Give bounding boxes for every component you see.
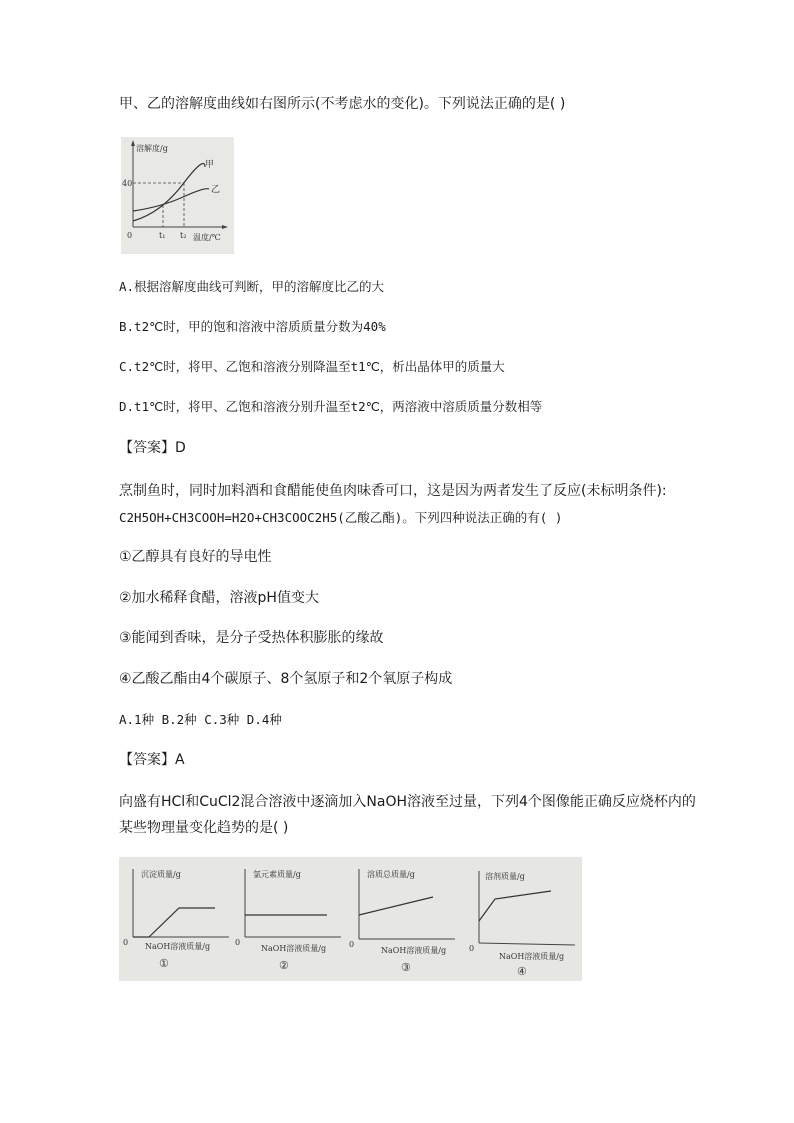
four-graphs-figure: [119, 857, 582, 981]
graph-2-origin: 0: [235, 938, 241, 947]
q2-stem-line2: C2H5OH+CH3COOH=H2O+CH3COOC2H5(乙酸乙酯)。下列四种说法正确的有( ): [119, 510, 563, 525]
answer-label: 【答案】: [119, 752, 175, 768]
q1-answer: [119, 438, 186, 458]
curve-jia-label: 甲: [205, 160, 215, 170]
graph-4-y-label: 溶剂质量/g: [485, 872, 525, 881]
q2-item-1: ①乙醇具有良好的导电性: [119, 549, 272, 565]
q1-option-a: A.根据溶解度曲线可判断，甲的溶解度比乙的大: [119, 279, 385, 294]
q2-item-3: ③能闻到香味，是分子受热体积膨胀的缘故: [119, 630, 384, 646]
q1-option-b: B.t2℃时，甲的饱和溶液中溶质质量分数为40%: [119, 319, 386, 334]
t1-label: t₁: [159, 231, 166, 240]
answer-value: D: [175, 440, 186, 456]
q2-choices: A.1种 B.2种 C.3种 D.4种: [119, 712, 282, 727]
graph-1-origin: 0: [123, 938, 129, 947]
y-tick-40: 40: [122, 179, 133, 188]
answer-label: 【答案】: [119, 440, 175, 456]
graph-2-y-label: 氯元素质量/g: [253, 870, 301, 879]
graph-2-x-label: NaOH溶液质量/g: [261, 944, 327, 953]
graph-3-number: ③: [401, 961, 411, 974]
q2-answer: [119, 750, 185, 770]
graph-4-origin: 0: [469, 944, 475, 953]
q2-stem-line1: 烹制鱼时，同时加料酒和食醋能使鱼肉味香可口，这是因为两者发生了反应(未标明条件):: [119, 483, 667, 499]
curve-yi-label: 乙: [211, 185, 221, 195]
y-axis-label: 溶解度/g: [136, 144, 168, 153]
q2-item-4: ④乙酸乙酯由4个碳原子、8个氢原子和2个氧原子构成: [119, 671, 453, 687]
t2-label: t₂: [180, 231, 187, 240]
graph-3-origin: 0: [349, 940, 355, 949]
q3-stem-line2: 某些物理量变化趋势的是( ): [119, 820, 289, 836]
graph-1-number: ①: [159, 957, 169, 970]
q2-item-2: ②加水稀释食醋，溶液pH值变大: [119, 590, 319, 606]
origin-label: 0: [127, 231, 133, 240]
graph-1-y-label: 沉淀质量/g: [141, 870, 181, 879]
graph-4-number: ④: [517, 965, 527, 978]
x-axis-label: 温度/℃: [193, 233, 221, 242]
q3-stem-line1: 向盛有HCl和CuCl2混合溶液中逐滴加入NaOH溶液至过量，下列4个图像能正确反应烧杯内的: [119, 794, 696, 810]
answer-value: A: [175, 752, 185, 768]
q1-option-d: D.t1℃时，将甲、乙饱和溶液分别升温至t2℃，两溶液中溶质质量分数相等: [119, 399, 543, 414]
graph-3-x-label: NaOH溶液质量/g: [381, 946, 447, 955]
graph-3-y-label: 溶质总质量/g: [367, 870, 415, 879]
solubility-curve-figure: [121, 137, 234, 254]
graph-4-x-label: NaOH溶液质量/g: [499, 952, 565, 961]
graph-1-x-label: NaOH溶液质量/g: [145, 942, 211, 951]
q1-stem: 甲、乙的溶解度曲线如右图所示(不考虑水的变化)。下列说法正确的是( ): [119, 96, 566, 112]
q1-option-c: C.t2℃时，将甲、乙饱和溶液分别降温至t1℃，析出晶体甲的质量大: [119, 359, 505, 374]
graph-2-number: ②: [279, 959, 289, 972]
